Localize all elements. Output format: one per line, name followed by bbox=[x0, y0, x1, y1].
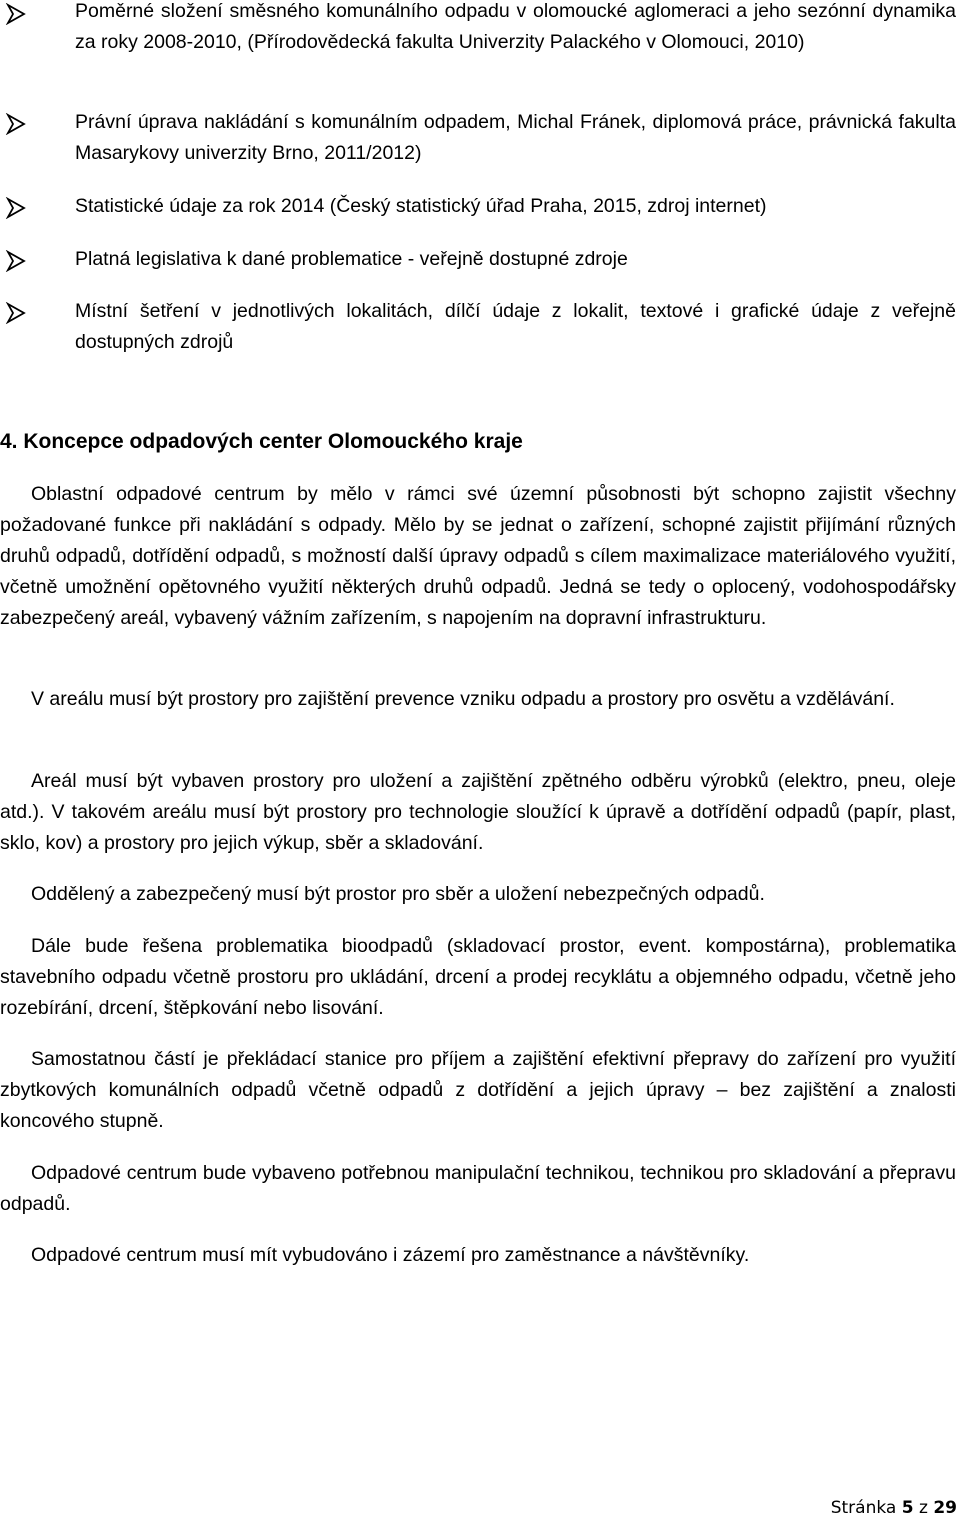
paragraph: Odpadové centrum bude vybaveno potřebnou manipulační technikou, technikou pro skladování a přepravu odpadů. bbox=[0, 1162, 956, 1215]
arrow-bullet-icon bbox=[5, 3, 27, 25]
page-label: Stránka bbox=[830, 1498, 897, 1518]
list-item-text: Platná legislativa k dané problematice - veřejně dostupné zdroje bbox=[75, 248, 628, 270]
paragraph: Odpadové centrum musí mít vybudováno i zázemí pro zaměstnance a návštěvníky. bbox=[31, 1244, 750, 1266]
paragraph: V areálu musí být prostory pro zajištění prevence vzniku odpadu a prostory pro osvětu a vzdělávání. bbox=[31, 688, 895, 710]
arrow-bullet-icon bbox=[5, 302, 27, 324]
paragraph: Samostatnou částí je překládací stanice pro příjem a zajištění efektivní přepravy do zařízení pro využití zbytkových komunálních odpadů včetně odpadů z dotřídění a jejich úpravy – bez zajištění a znalosti koncového stupně. bbox=[0, 1048, 956, 1132]
total-page-count: 29 bbox=[933, 1498, 957, 1518]
paragraph: Oblastní odpadové centrum by mělo v rámci své územní působnosti být schopno zajistit všechny požadované funkce při nakládání s odpady. Mělo by se jednat o zařízení, schopné zajistit přijímání různých druhů odpadů, dotřídění odpadů, s možností další úpravy odpadů s cílem maximalizace materiálového využití, včetně umožnění opětovného využití některých druhů odpadů. Jedná se tedy o oplocený, vodohospodářsky zabezpečený areál, vybavený vážním zařízením, s napojením na dopravní infrastrukturu. bbox=[0, 483, 956, 629]
page-of-label: z bbox=[918, 1498, 928, 1518]
section-heading: 4. Koncepce odpadových center Olomouckého kraje bbox=[0, 430, 523, 453]
paragraph: Dále bude řešena problematika bioodpadů (skladovací prostor, event. kompostárna), problematika stavebního odpadu včetně prostoru pro ukládání, drcení a prodej recyklátu a objemného odpadu, včetně jeho rozebírání, drcení, štěpkování nebo lisování. bbox=[0, 935, 956, 1019]
list-item-text: Statistické údaje za rok 2014 (Český statistický úřad Praha, 2015, zdroj internet) bbox=[75, 195, 767, 217]
list-item-text: Právní úprava nakládání s komunálním odpadem, Michal Fránek, diplomová práce, právnická fakulta Masarykovy univerzity Brno, 2011/2012) bbox=[75, 111, 956, 164]
page-number-footer bbox=[831, 1497, 957, 1519]
paragraph: Oddělený a zabezpečený musí být prostor pro sběr a uložení nebezpečných odpadů. bbox=[31, 883, 765, 905]
paragraph: Areál musí být vybaven prostory pro uložení a zajištění zpětného odběru výrobků (elektro, pneu, oleje atd.). V takovém areálu musí být prostory pro technologie sloužící k úpravě a dotřídění odpadů (papír, plast, sklo, kov) a prostory pro jejich výkup, sběr a skladování. bbox=[0, 770, 956, 854]
list-item-text: Poměrné složení směsného komunálního odpadu v olomoucké aglomeraci a jeho sezónní dynamika za roky 2008-2010, (Přírodovědecká fakulta Univerzity Palackého v Olomouci, 2010) bbox=[75, 0, 956, 53]
arrow-bullet-icon bbox=[5, 113, 27, 135]
current-page-number: 5 bbox=[901, 1498, 914, 1518]
arrow-bullet-icon bbox=[5, 250, 27, 272]
arrow-bullet-icon bbox=[5, 197, 27, 219]
list-item-text: Místní šetření v jednotlivých lokalitách, dílčí údaje z lokalit, textové i grafické údaje z veřejně dostupných zdrojů bbox=[75, 300, 956, 353]
